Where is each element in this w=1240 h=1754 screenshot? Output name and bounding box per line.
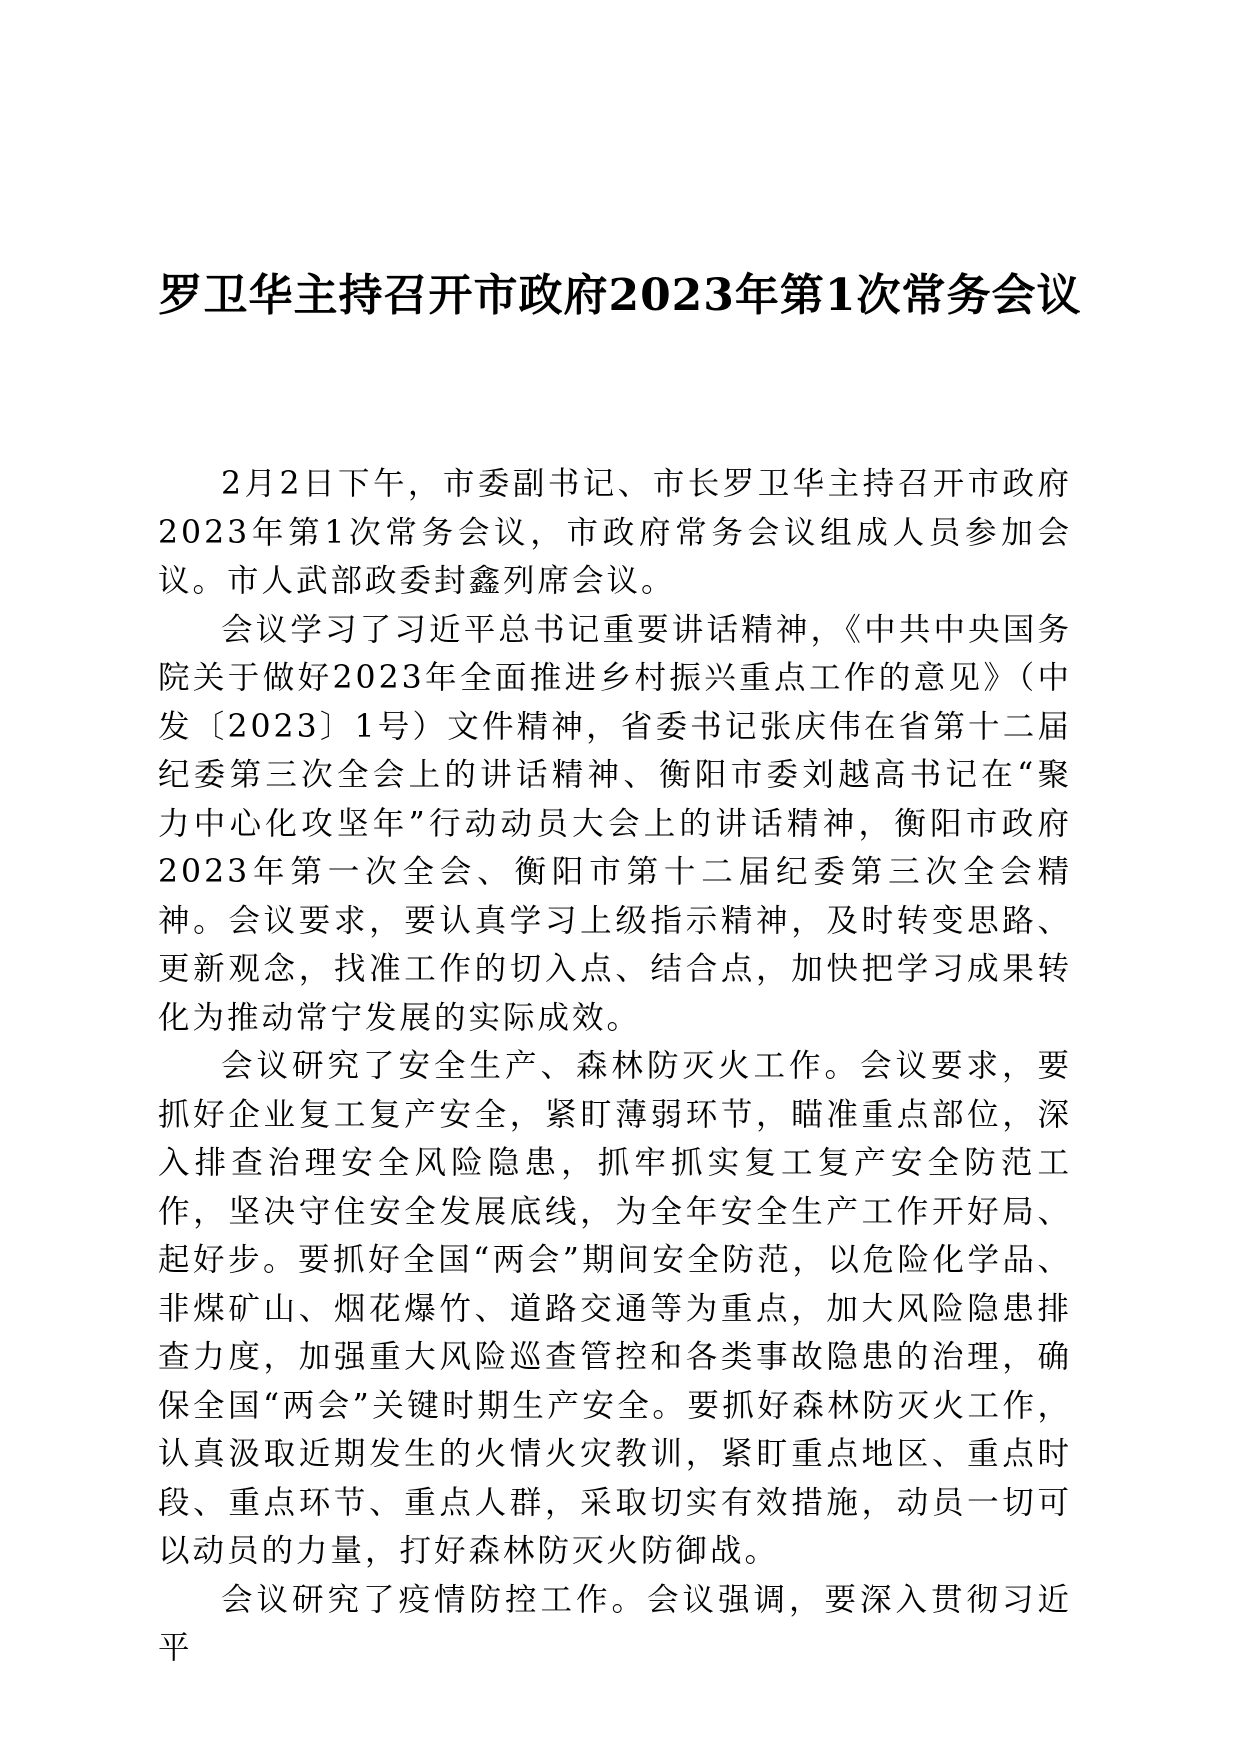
- paragraph-study-spirit: 会议学习了习近平总书记重要讲话精神，《中共中央国务院关于做好2023年全面推进乡村振兴重点工作的意见》（中发〔2023〕1号）文件精神，省委书记张庆伟在省第十二届纪委第三次全会上的讲话精神、衡阳市委刘越高书记在“聚力中心化攻坚年”行动动员大会上的讲话精神，衡阳市政府2023年第一次全会、衡阳市第十二届纪委第三次全会精神。会议要求，要认真学习上级指示精神，及时转变思路、更新观念，找准工作的切入点、结合点，加快把学习成果转化为推动常宁发展的实际成效。: [158, 611, 1072, 1036]
- document-title: 罗卫华主持召开市政府2023年第1次常务会议: [158, 270, 1082, 321]
- paragraph-epidemic-control: 会议研究了疫情防控工作。会议强调，要深入贯彻习近平: [158, 1581, 1072, 1666]
- paragraph-safety-production: 会议研究了安全生产、森林防灭火工作。会议要求，要抓好企业复工复产安全，紧盯薄弱环节，瞄准重点部位，深入排查治理安全风险隐患，抓牢抓实复工复产安全防范工作，坚决守住安全发展底线，为全年安全生产工作开好局、起好步。要抓好全国“两会”期间安全防范，以危险化学品、非煤矿山、烟花爆竹、道路交通等为重点，加大风险隐患排查力度，加强重大风险巡查管控和各类事故隐患的治理，确保全国“两会”关键时期生产安全。要抓好森林防灭火工作，认真汲取近期发生的火情火灾教训，紧盯重点地区、重点时段、重点环节、重点人群，采取切实有效措施，动员一切可以动员的力量，打好森林防灭火防御战。: [158, 1048, 1072, 1569]
- paragraph-meeting-intro: 2月2日下午，市委副书记、市长罗卫华主持召开市政府2023年第1次常务会议，市政府常务会议组成人员参加会议。市人武部政委封鑫列席会议。: [158, 466, 1072, 599]
- document-body: [158, 460, 1072, 1673]
